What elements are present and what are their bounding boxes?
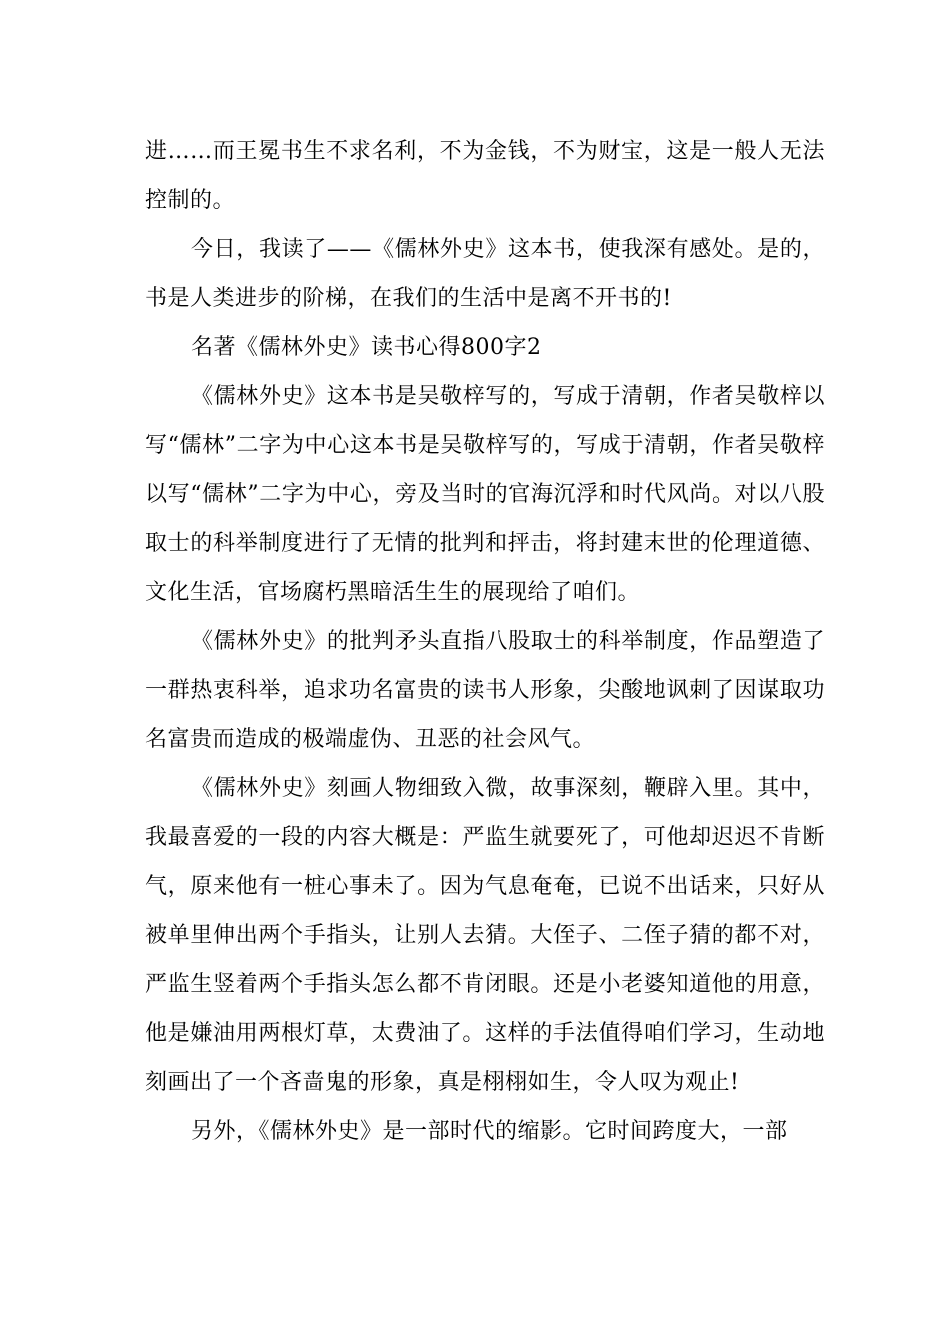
paragraph: 《儒林外史》的批判矛头直指八股取士的科举制度，作品塑造了一群热衷科举，追求功名富贵的读书人形象，尖酸地讽刺了因谋取功名富贵而造成的极端虚伪、丑恶的社会风气。 — [145, 629, 825, 752]
section-heading: 名著《儒林外史》读书心得800字2 — [191, 335, 542, 360]
paragraph: 另外，《儒林外史》是一部时代的缩影。它时间跨度大，一部 — [191, 1119, 788, 1144]
paragraph-continuation: 进……而王冕书生不求名利，不为金钱，不为财宝，这是一般人无法控制的。 — [145, 139, 825, 213]
paragraph: 《儒林外史》刻画人物细致入微，故事深刻，鞭辟入里。其中，我最喜爱的一段的内容大概是：严监生就要死了，可他却迟迟不肯断气，原来他有一桩心事未了。因为气息奄奄，已说不出话来，只好从被单里伸出两个手指头，让别人去猜。大侄子、二侄子猜的都不对，严监生竖着两个手指头怎么都不肯闭眼。还是小老婆知道他的用意，他是嫌油用两根灯草，太费油了。这样的手法值得咱们学习，生动地刻画出了一个吝啬鬼的形象，真是栩栩如生，令人叹为观止! — [145, 776, 825, 1095]
document-body — [145, 127, 825, 1156]
paragraph: 《儒林外史》这本书是吴敬梓写的，写成于清朝，作者吴敬梓以写“儒林”二字为中心这本书是吴敬梓写的，写成于清朝，作者吴敬梓以写“儒林”二字为中心，旁及当时的官海沉浮和时代风尚。对以八股取士的科举制度进行了无情的批判和抨击，将封建末世的伦理道德、文化生活，官场腐朽黑暗活生生的展现给了咱们。 — [145, 384, 825, 605]
paragraph: 今日，我读了——《儒林外史》这本书，使我深有感处。是的，书是人类进步的阶梯，在我们的生活中是离不开书的! — [145, 237, 825, 311]
